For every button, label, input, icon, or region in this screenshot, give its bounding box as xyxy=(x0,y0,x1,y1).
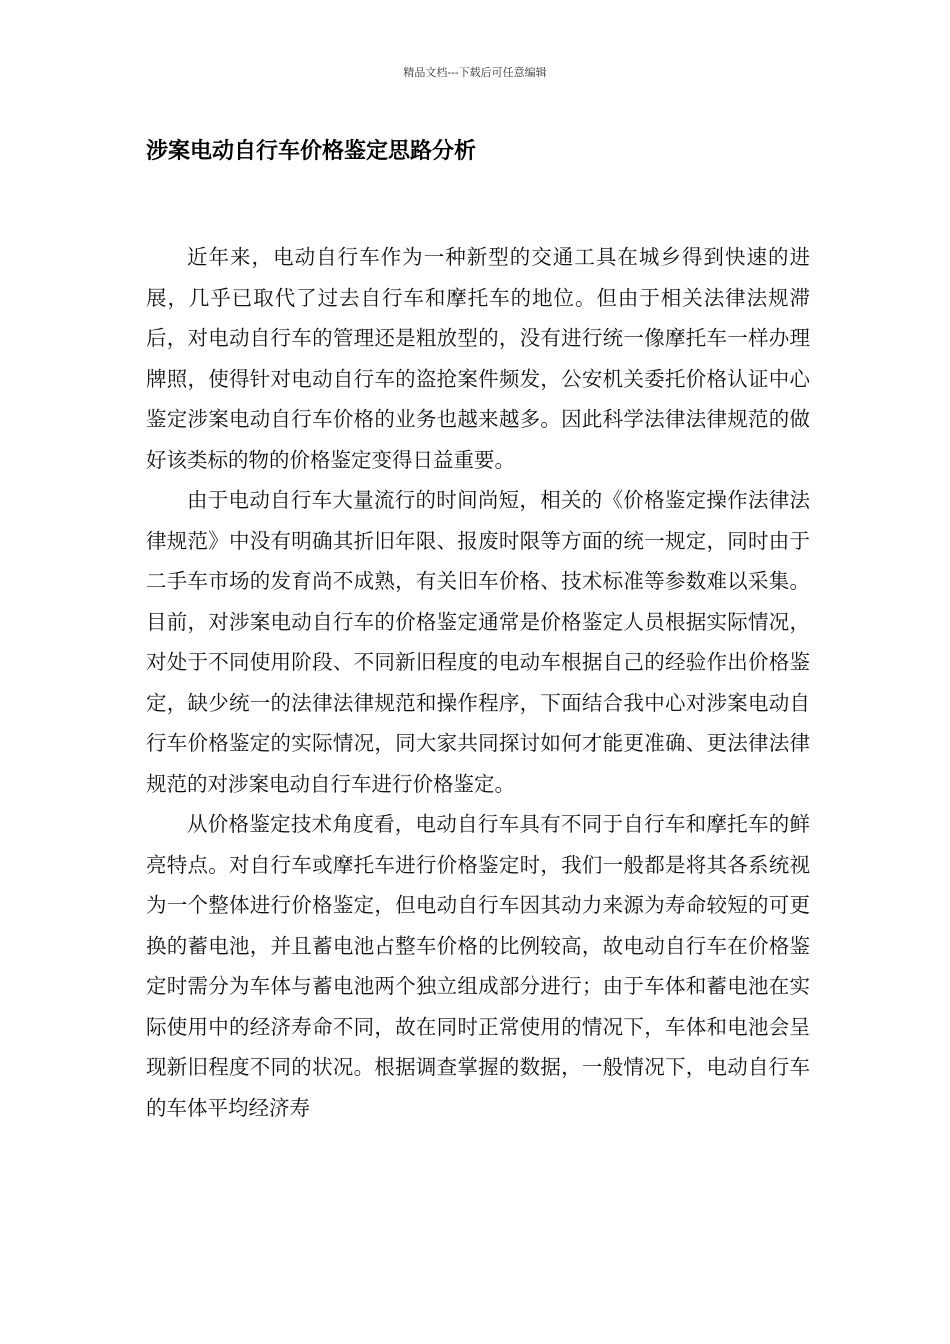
paragraph: 从价格鉴定技术角度看，电动自行车具有不同于自行车和摩托车的鲜亮特点。对自行车或摩托车进行价格鉴定时，我们一般都是将其各系统视为一个整体进行价格鉴定，但电动自行车因其动力来源为寿命较短的可更换的蓄电池，并且蓄电池占整车价格的比例较高，故电动自行车在价格鉴定时需分为车体与蓄电池两个独立组成部分进行；由于车体和蓄电池在实际使用中的经济寿命不同，故在同时正常使用的情况下，车体和电池会呈现新旧程度不同的状况。根据调查掌握的数据，一般情况下，电动自行车的车体平均经济寿 xyxy=(146,812,810,1120)
paragraph: 近年来，电动自行车作为一种新型的交通工具在城乡得到快速的进展，几乎已取代了过去自行车和摩托车的地位。但由于相关法律法规滞后，对电动自行车的管理还是粗放型的，没有进行统一像摩托车一样办理牌照，使得针对电动自行车的盗抢案件频发，公安机关委托价格认证中心鉴定涉案电动自行车价格的业务也越来越多。因此科学法律法律规范的做好该类标的物的价格鉴定变得日益重要。 xyxy=(146,245,810,472)
document-body xyxy=(146,237,810,1128)
paragraph: 由于电动自行车大量流行的时间尚短，相关的《价格鉴定操作法律法律规范》中没有明确其折旧年限、报废时限等方面的统一规定，同时由于二手车市场的发育尚不成熟，有关旧车价格、技术标准等参数难以采集。目前，对涉案电动自行车的价格鉴定通常是价格鉴定人员根据实际情况，对处于不同使用阶段、不同新旧程度的电动车根据自己的经验作出价格鉴定，缺少统一的法律法律规范和操作程序，下面结合我中心对涉案电动自行车价格鉴定的实际情况，同大家共同探讨如何才能更准确、更法律法律规范的对涉案电动自行车进行价格鉴定。 xyxy=(146,488,810,796)
page-header-note: 精品文档---下载后可任意编辑 xyxy=(403,66,547,79)
document-title: 涉案电动自行车价格鉴定思路分析 xyxy=(146,139,477,164)
